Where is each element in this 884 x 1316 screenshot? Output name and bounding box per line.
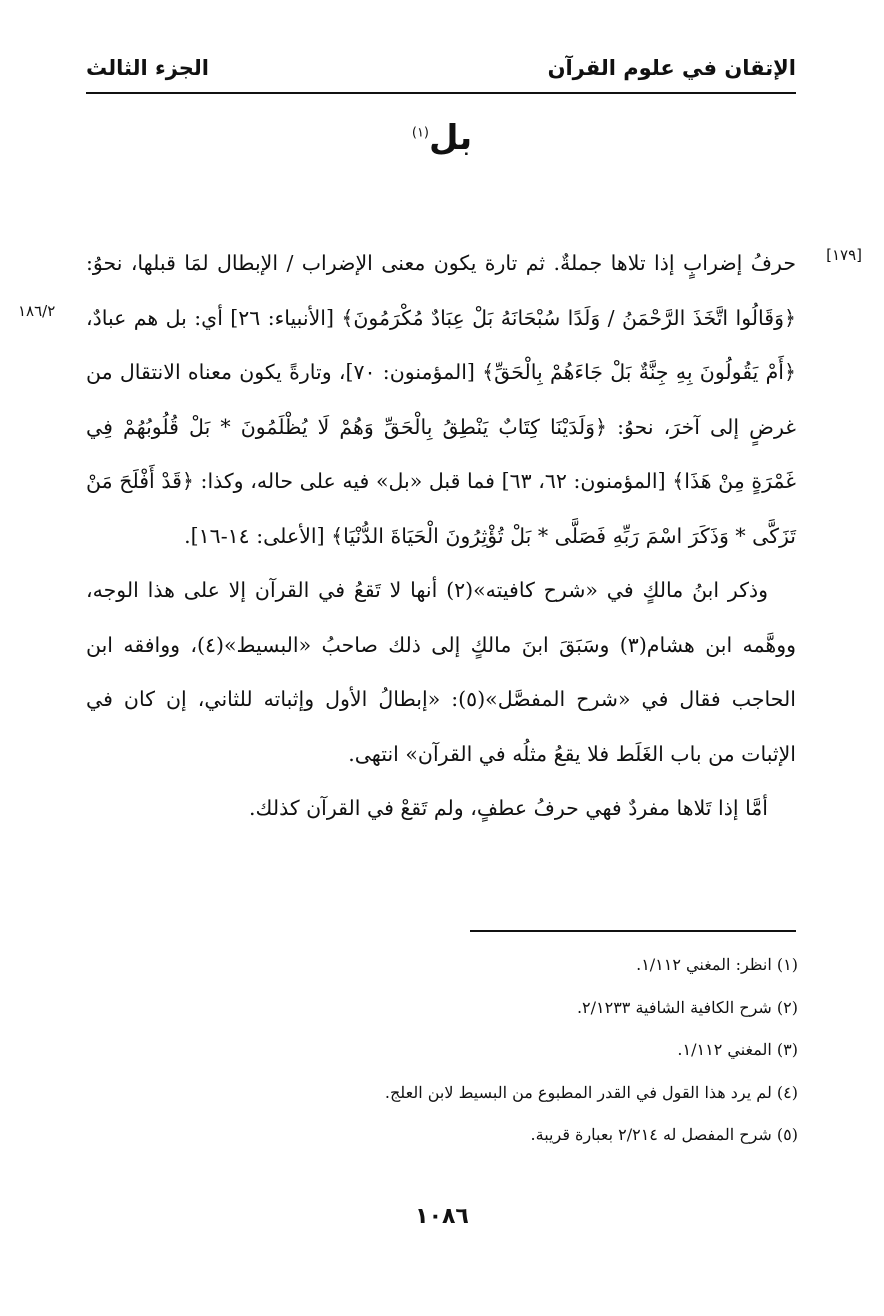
margin-page-ref-186: ١٨٦/٢ bbox=[18, 302, 56, 320]
section-heading bbox=[0, 118, 884, 158]
footnotes bbox=[86, 944, 798, 1157]
footnote-5: (٥) شرح المفصل له ٢/٢١٤ بعبارة قريبة. bbox=[530, 1125, 798, 1144]
body-text bbox=[86, 236, 796, 836]
paragraph-1: حرفُ إضرابٍ إذا تلاها جملةٌ. ثم تارة يكون معنى الإضراب / الإبطال لمَا قبلها، نحوُ: ﴿وَقَالُوا اتَّخَذَ الرَّحْمَنُ / وَلَدًا سُبْحَانَهُ بَلْ عِبَادٌ مُكْرَمُونَ﴾ [الأنبياء: ٢٦] أي: بل هم عبادٌ، ﴿أَمْ يَقُولُونَ بِهِ جِنَّةٌ بَلْ جَاءَهُمْ بِالْحَقِّ﴾ [المؤمنون: ٧٠]، وتارةً يكون معناه الانتقال من غرضٍ إلى آخرَ، نحوُ: ﴿وَلَدَيْنَا كِتَابٌ يَنْطِقُ بِالْحَقِّ وَهُمْ لَا يُظْلَمُونَ * بَلْ قُلُوبُهُمْ فِي غَمْرَةٍ مِنْ هَذَا﴾ [المؤمنون: ٦٢، ٦٣] فما قبل «بل» فيه على حاله، وكذا: ﴿قَدْ أَفْلَحَ مَنْ تَزَكَّى * وَذَكَرَ اسْمَ رَبِّهِ فَصَلَّى * بَلْ تُؤْثِرُونَ الْحَيَاةَ الدُّنْيَا﴾ [الأعلى: ١٤-١٦]. bbox=[86, 251, 796, 548]
footnote-1: (١) انظر: المغني ١/١١٢. bbox=[636, 955, 798, 974]
page-number: ١٠٨٦ bbox=[415, 1204, 469, 1229]
paragraph-3: أمَّا إذا تَلاها مفردٌ فهي حرفُ عطفٍ، ولم تَقعْ في القرآن كذلك. bbox=[249, 796, 768, 820]
footnote-2: (٢) شرح الكافية الشافية ٢/١٢٣٣. bbox=[576, 997, 798, 1017]
margin-page-ref-179: [١٧٩] bbox=[826, 246, 862, 264]
book-title: الإتقان في علوم القرآن bbox=[547, 56, 796, 80]
footnote-divider bbox=[470, 930, 796, 932]
footnote-3: (٣) المغني ١/١١٢. bbox=[677, 1040, 798, 1059]
paragraph-2: وذكر ابنُ مالكٍ في «شرح كافيته»(٢) أنها لا تَقعُ في القرآن إلا على هذا الوجه، ووهَّمه ابن هشام(٣) وسَبَقَ ابنَ مالكٍ إلى ذلك صاحبُ «البسيط»(٤)، ووافقه ابن الحاجب فقال في «شرح المفصَّل»(٥): «إبطالُ الأول وإثباته للثاني، إن كان في الإثبات من باب الغَلَط فلا يقعُ مثلُه في القرآن» انتهى. bbox=[86, 578, 796, 766]
section-heading-text: بل bbox=[429, 118, 473, 158]
part-title: الجزء الثالث bbox=[86, 56, 209, 80]
footnote-4: (٤) لم يرد هذا القول في القدر المطبوع من البسيط لابن العلج. bbox=[384, 1082, 798, 1102]
section-heading-footnote-ref: (١) bbox=[411, 125, 429, 141]
running-header bbox=[86, 44, 796, 94]
